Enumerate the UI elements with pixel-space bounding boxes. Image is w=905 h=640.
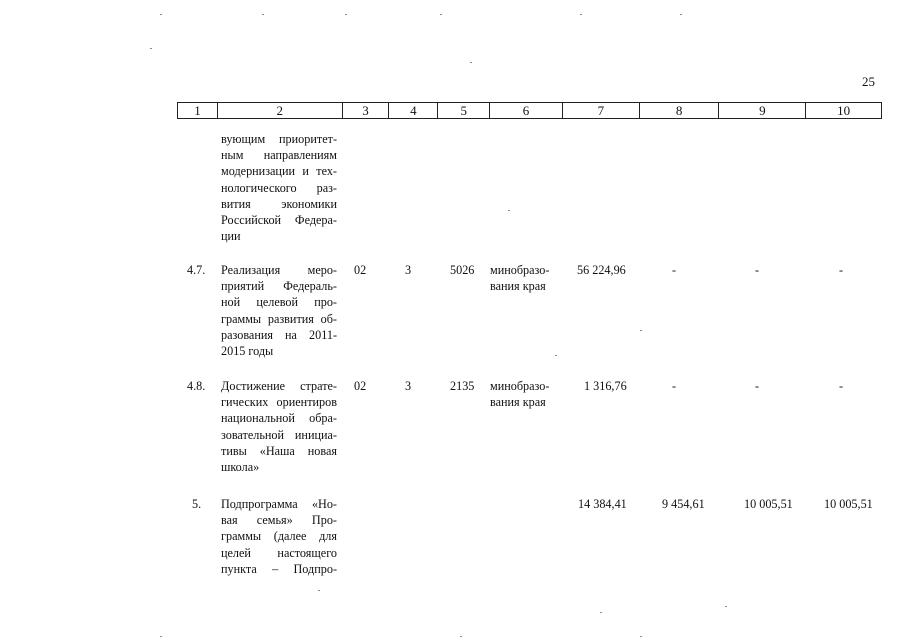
column-header: 6 (490, 103, 563, 118)
cell-amount-8: - (672, 263, 677, 277)
column-header: 1 (178, 103, 218, 118)
cell-amount-8: - (672, 379, 677, 393)
cell-amount-7: 14 384,41 (578, 497, 627, 511)
row-number: 4.7. (187, 263, 206, 277)
column-header: 4 (389, 103, 438, 118)
column-header: 7 (563, 103, 640, 118)
continuation-text: вующим приоритет- ным направлениям модернизации и тех- нологического раз- вития экономики Российской Федера- ции (221, 132, 337, 244)
cell-code: 2135 (450, 379, 475, 393)
cell-executor: минобразо- вания края (490, 379, 550, 410)
cell-subsection: 3 (405, 379, 412, 393)
column-header: 9 (719, 103, 806, 118)
column-header: 8 (640, 103, 720, 118)
cell-section: 02 (354, 379, 367, 393)
row-number: 4.8. (187, 379, 206, 393)
cell-amount-9: - (755, 263, 760, 277)
row-description: Реализация меро- приятий Федераль- ной целевой про- граммы развития об- разования на 2011- 2015 годы (221, 263, 337, 359)
cell-amount-9: - (755, 379, 760, 393)
cell-amount-7: 56 224,96 (577, 263, 626, 277)
column-header: 5 (438, 103, 490, 118)
column-header: 3 (343, 103, 390, 118)
cell-executor: минобразо- вания края (490, 263, 550, 294)
cell-section: 02 (354, 263, 367, 277)
column-header: 2 (218, 103, 343, 118)
row-description: Подпрограмма «Но- вая семья» Про- граммы (далее для целей настоящего пункта – Подпро- (221, 497, 337, 576)
row-number: 5. (192, 497, 202, 511)
cell-subsection: 3 (405, 263, 412, 277)
table-header-row (177, 102, 882, 119)
cell-code: 5026 (450, 263, 475, 277)
row-description: Достижение страте- гических ориентиров национальной обра- зовательной инициа- тивы «Наша новая школа» (221, 379, 337, 475)
cell-amount-7: 1 316,76 (584, 379, 627, 393)
cell-amount-8: 9 454,61 (662, 497, 705, 511)
cell-amount-10: 10 005,51 (824, 497, 873, 511)
cell-amount-10: - (839, 379, 844, 393)
page-number: 25 (862, 74, 875, 89)
column-header: 10 (837, 103, 851, 118)
cell-amount-10: - (839, 263, 844, 277)
cell-amount-9: 10 005,51 (744, 497, 793, 511)
